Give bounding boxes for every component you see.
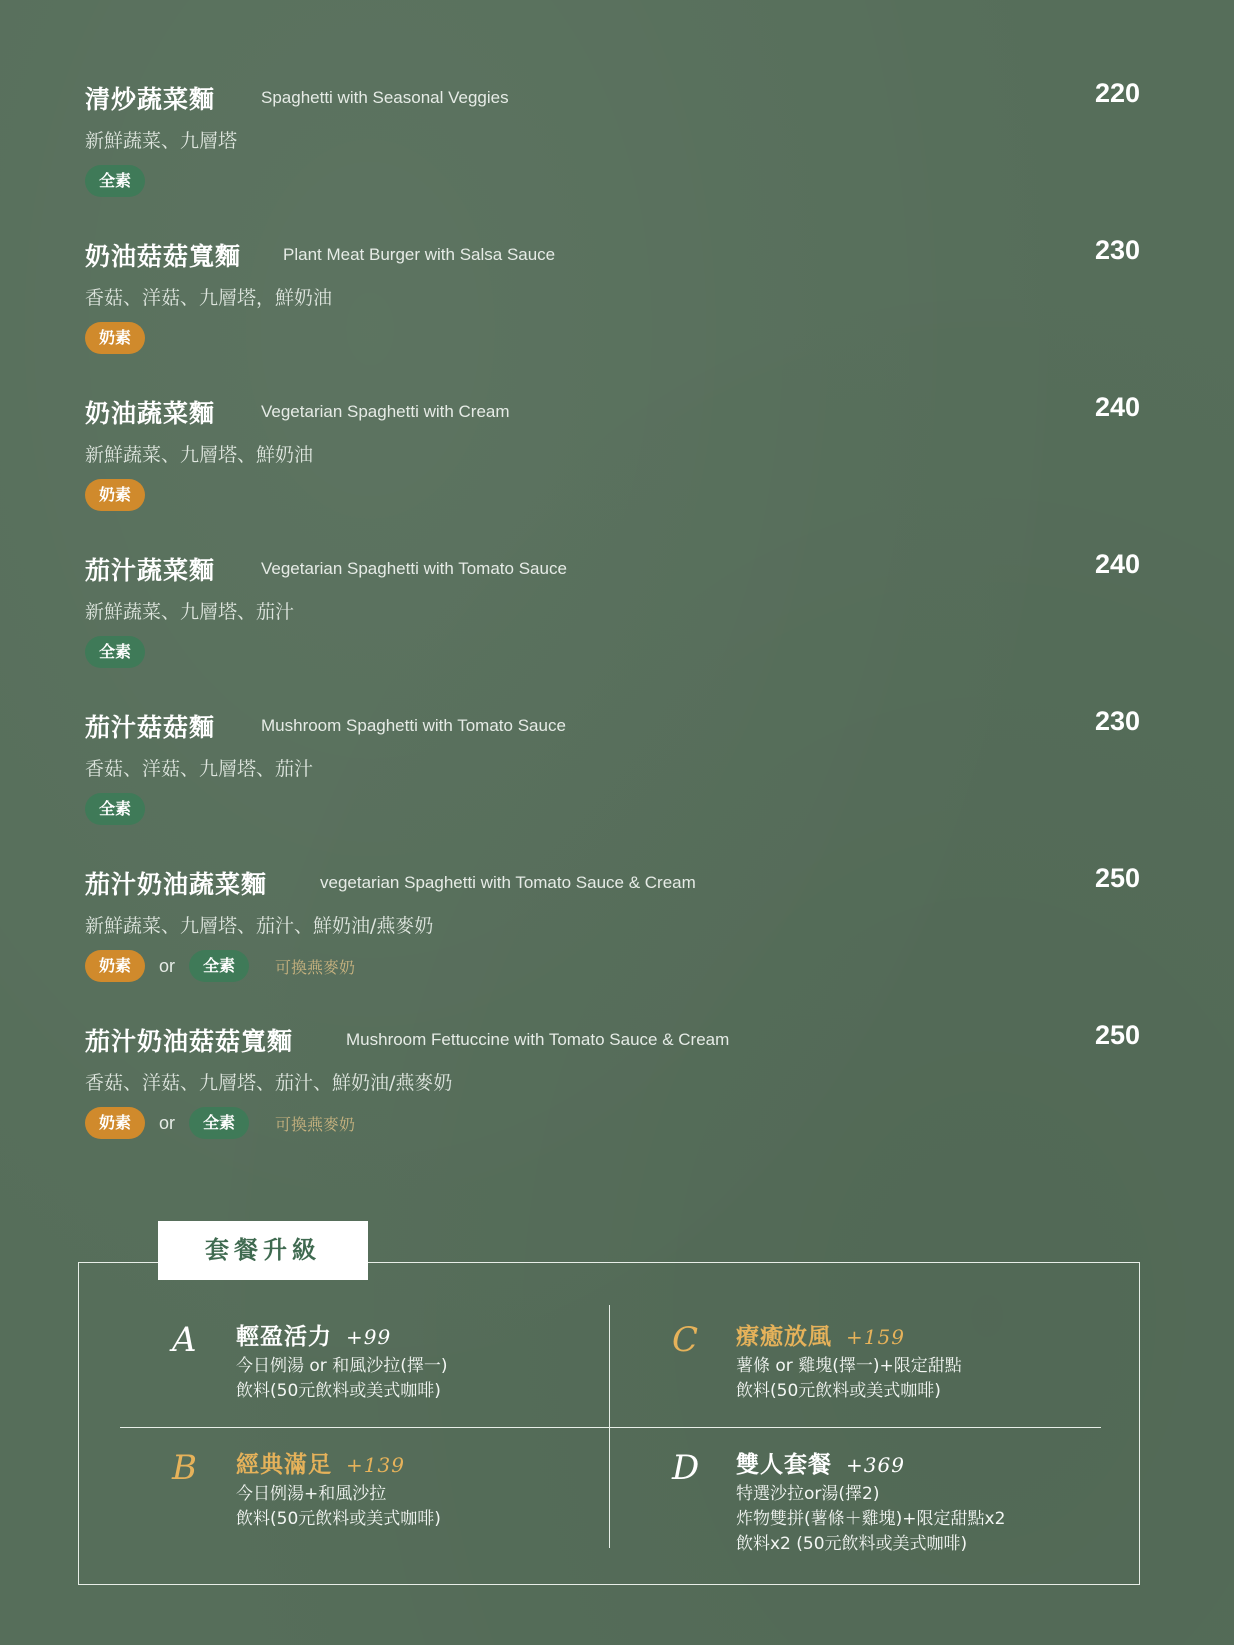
lacto-vegetarian-badge: 奶素 [85,1107,145,1139]
plan-line: 飲料x2 (50元飲料或美式咖啡) [736,1534,968,1554]
vegan-badge: 全素 [85,793,145,825]
vegan-badge: 全素 [189,950,249,982]
plan-line: 飲料(50元飲料或美式咖啡) [736,1381,941,1401]
plan-name: 輕盈活力 [236,1324,332,1350]
vegan-badge: 全素 [85,636,145,668]
plan-letter: A [172,1320,197,1360]
menu-item [85,551,1140,701]
dish-name: 茄汁菇菇麵 [85,713,216,742]
dish-english-name: vegetarian Spaghetti with Tomato Sauce & Cream [320,873,696,892]
plan-name: 雙人套餐 [736,1452,832,1478]
menu-item [85,237,1140,387]
lacto-vegetarian-badge: 奶素 [85,479,145,511]
diet-tags [85,322,145,354]
vegan-badge: 全素 [85,165,145,197]
diet-tags [85,950,355,982]
plan-title [736,1318,905,1351]
menu-item [85,865,1140,1015]
plan-letter: B [172,1448,197,1488]
dish-price: 230 [1094,235,1140,265]
menu-item [85,394,1140,544]
diet-tags [85,165,145,197]
dish-ingredients: 香菇、洋菇、九層塔、茄汁 [85,758,314,780]
plan-contents [236,1354,447,1404]
diet-tags [85,636,145,668]
plan-title [236,1318,391,1351]
horizontal-divider [120,1427,1101,1428]
dish-ingredients: 新鮮蔬菜、九層塔 [85,130,238,152]
vegan-badge: 全素 [189,1107,249,1139]
dish-name: 茄汁蔬菜麵 [85,556,216,585]
dish-price: 240 [1094,549,1140,579]
plan-line: 炸物雙拼(薯條＋雞塊)+限定甜點x2 [736,1509,1006,1529]
dish-price: 240 [1094,392,1140,422]
dish-ingredients: 新鮮蔬菜、九層塔、茄汁 [85,601,295,623]
dish-english-name: Plant Meat Burger with Salsa Sauce [283,245,556,264]
dish-price: 220 [1094,78,1140,108]
oat-milk-note: 可換燕麥奶 [275,1114,356,1134]
plan-title [736,1446,905,1479]
plan-line: 今日例湯 or 和風沙拉(擇一) [236,1356,448,1376]
menu-item [85,80,1140,230]
dish-name: 茄汁奶油蔬菜麵 [85,870,268,899]
dish-english-name: Vegetarian Spaghetti with Cream [261,402,510,421]
dish-price: 250 [1094,1020,1140,1050]
dish-english-name: Mushroom Fettuccine with Tomato Sauce & Cream [346,1030,730,1049]
plan-letter: D [672,1448,700,1488]
menu-item [85,1022,1140,1172]
or-separator: or [159,955,176,976]
plan-name: 療癒放風 [736,1324,832,1350]
plan-contents [736,1354,962,1404]
plan-price: +369 [846,1453,905,1477]
plan-price: +139 [346,1453,405,1477]
plan-contents [236,1482,441,1532]
oat-milk-note: 可換燕麥奶 [275,957,356,977]
plan-title [236,1446,405,1479]
plan-name: 經典滿足 [236,1452,332,1478]
dish-ingredients: 新鮮蔬菜、九層塔、鮮奶油 [85,444,314,466]
dish-english-name: Mushroom Spaghetti with Tomato Sauce [261,716,566,735]
diet-tags [85,1107,355,1139]
lacto-vegetarian-badge: 奶素 [85,322,145,354]
dish-name: 奶油蔬菜麵 [85,399,216,428]
diet-tags [85,793,145,825]
plan-line: 飲料(50元飲料或美式咖啡) [236,1509,441,1529]
plan-line: 今日例湯+和風沙拉 [236,1484,387,1504]
dish-english-name: Spaghetti with Seasonal Veggies [261,88,509,107]
dish-ingredients: 香菇、洋菇、九層塔、茄汁、鮮奶油/燕麥奶 [85,1072,453,1094]
dish-ingredients: 新鮮蔬菜、九層塔、茄汁、鮮奶油/燕麥奶 [85,915,434,937]
dish-name: 奶油菇菇寬麵 [85,242,242,271]
diet-tags [85,479,145,511]
menu-item [85,708,1140,858]
dish-price: 230 [1094,706,1140,736]
lacto-vegetarian-badge: 奶素 [85,950,145,982]
or-separator: or [159,1112,176,1133]
plan-line: 薯條 or 雞塊(擇一)+限定甜點 [736,1356,962,1376]
dish-english-name: Vegetarian Spaghetti with Tomato Sauce [261,559,567,578]
plan-contents [736,1482,1005,1557]
dish-price: 250 [1094,863,1140,893]
plan-price: +99 [346,1325,392,1349]
dish-ingredients: 香菇、洋菇、九層塔，鮮奶油 [85,287,333,309]
upgrade-section-title: 套餐升級 [158,1221,368,1280]
plan-price: +159 [846,1325,905,1349]
dish-name: 茄汁奶油菇菇寬麵 [85,1027,294,1056]
plan-line: 飲料(50元飲料或美式咖啡) [236,1381,441,1401]
plan-letter: C [672,1320,699,1360]
dish-name: 清炒蔬菜麵 [85,85,216,114]
plan-line: 特選沙拉or湯(擇2) [736,1484,880,1504]
